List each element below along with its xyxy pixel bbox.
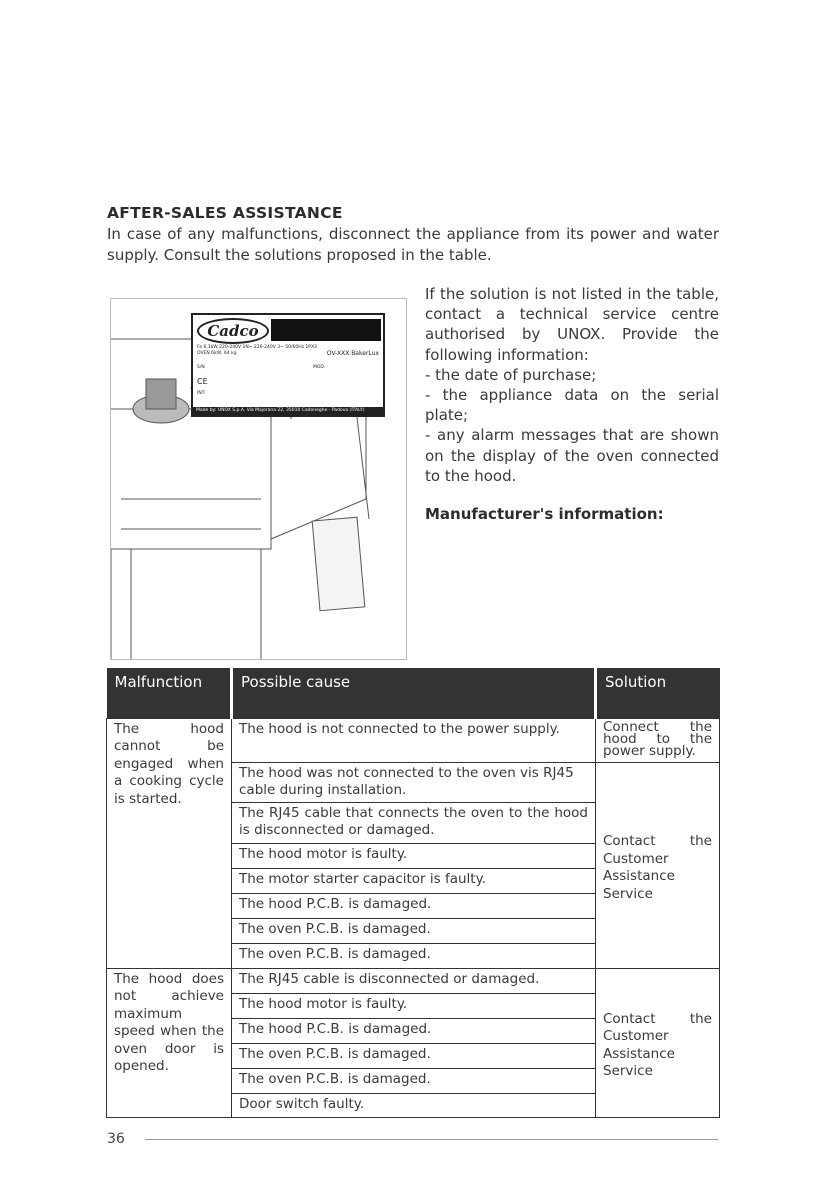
cause-cell: Door switch faulty. bbox=[232, 1093, 596, 1117]
table-row bbox=[107, 968, 720, 993]
section-title: AFTER-SALES ASSISTANCE bbox=[107, 204, 343, 222]
cause-cell: The oven P.C.B. is damaged. bbox=[232, 943, 596, 968]
cause-cell: The hood motor is faulty. bbox=[232, 993, 596, 1018]
troubleshooting-table bbox=[106, 668, 720, 1118]
cause-cell: The motor starter capacitor is faulty. bbox=[232, 868, 596, 893]
contact-info bbox=[425, 284, 719, 486]
header-cause: Possible cause bbox=[232, 668, 596, 718]
table-row bbox=[107, 718, 720, 762]
malfunction-cell: The hood does not achieve maximum speed when the oven door is opened. bbox=[107, 968, 232, 1117]
page-number: 36 bbox=[107, 1131, 125, 1147]
plate-maker: Made by: UNOX S.p.A. Via Majorana 22, 35010 Cadoneghe - Padova (ITALY) bbox=[193, 407, 383, 415]
info-item: - the date of purchase; bbox=[425, 365, 597, 384]
contact-paragraph: If the solution is not listed in the table, contact a technical service centre authorised by UNOX. Provide the following information: bbox=[425, 285, 719, 364]
cause-cell: The hood P.C.B. is damaged. bbox=[232, 893, 596, 918]
intro-text: In case of any malfunctions, disconnect the appliance from its power and water supply. Consult the solutions proposed in the table. bbox=[107, 225, 719, 264]
serial-plate: Cadco Fe 6,1kW 220-240V 1N~ 220-240V 3~ 50/60Hz 1PX3 OVEN 6kW, 64 kg OV-XXX BakerLux S/N MOD. CE INT: Made by: UNOX S.p.A. Via Majorana 22, 35010 Cadoneghe - Padova (ITALY) bbox=[191, 313, 385, 417]
plate-mod: MOD. bbox=[313, 365, 326, 370]
cause-cell: The hood P.C.B. is damaged. bbox=[232, 1018, 596, 1043]
solution-cell: Connect the hood to the power supply. bbox=[596, 718, 720, 762]
malfunction-cell: The hood cannot be engaged when a cooking cycle is started. bbox=[107, 718, 232, 968]
cause-cell: The RJ45 cable that connects the oven to the hood is disconnected or damaged. bbox=[232, 802, 596, 843]
cause-cell: The oven P.C.B. is damaged. bbox=[232, 1068, 596, 1093]
serial-plate-illustration bbox=[110, 298, 407, 660]
brand-logo: Cadco bbox=[197, 318, 269, 344]
cause-cell: The hood is not connected to the power supply. bbox=[232, 718, 596, 762]
cause-cell: The hood was not connected to the oven vis RJ45 cable during installation. bbox=[232, 762, 596, 802]
header-malfunction: Malfunction bbox=[107, 668, 232, 718]
plate-weight: OVEN 6kW, 64 kg bbox=[197, 351, 237, 356]
solution-cell: Contact the Customer Assistance Service bbox=[596, 762, 720, 968]
cause-cell: The hood motor is faulty. bbox=[232, 843, 596, 868]
plate-sn: S/N bbox=[197, 365, 205, 370]
manufacturer-label: Manufacturer's information: bbox=[425, 505, 664, 523]
plate-specs: Fe 6,1kW 220-240V 1N~ 220-240V 3~ 50/60Hz 1PX3 bbox=[197, 345, 317, 350]
plate-model-code: OV-XXX BakerLux bbox=[326, 350, 379, 357]
footer-divider bbox=[145, 1139, 718, 1140]
info-item: - the appliance data on the serial plate; bbox=[425, 386, 719, 425]
header-solution: Solution bbox=[596, 668, 720, 718]
info-item: - any alarm messages that are shown on the display of the oven connected to the hood. bbox=[425, 426, 719, 485]
solution-cell: Contact the Customer Assistance Service bbox=[596, 968, 720, 1117]
cause-cell: The RJ45 cable is disconnected or damaged. bbox=[232, 968, 596, 993]
cause-cell: The oven P.C.B. is damaged. bbox=[232, 918, 596, 943]
plate-int: INT: bbox=[197, 391, 206, 396]
table-header bbox=[107, 668, 720, 718]
cause-cell: The oven P.C.B. is damaged. bbox=[232, 1043, 596, 1068]
